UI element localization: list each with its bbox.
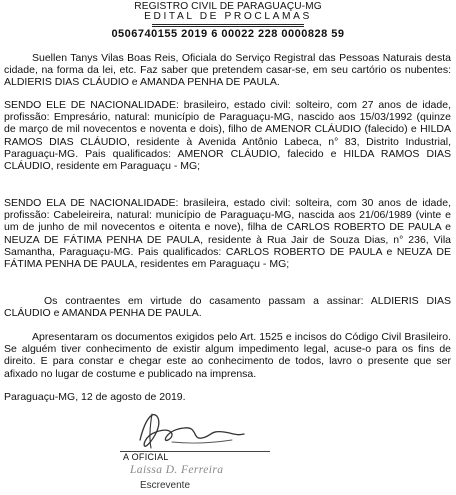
registration-code: 0506740155 2019 6 00022 228 0000828 59 bbox=[111, 28, 345, 40]
bride-paragraph: SENDO ELA DE NACIONALIDADE: brasileira, estado civil: solteira, com 30 anos de idade, profissão: Cabeleireira, natural: município de Paraguaçu-MG, nascida aos 21/06/1989 (vinte e um de junho de mil novecentos e oitenta e nove), filha de CARLOS ROBERTO DE PAULA e NEUZA DE FÁTIMA PENHA DE PAULA, residente à Rua Jair de Souza Dias, n° 236, Vila Samantha, Paraguaçu-MG. Pais qualificados: CARLOS ROBERTO DE PAULA e NEUZA DE FÁTIMA PENHA DE PAULA, residentes em Paraguaçu - MG; bbox=[4, 197, 451, 271]
handwritten-signature bbox=[132, 406, 252, 452]
groom-paragraph: SENDO ELE DE NACIONALIDADE: brasileiro, estado civil: solteiro, com 27 anos de idade, profissão: Empresário, natural: município de Paraguaçu-MG, nascido aos 15/03/1992 (quinze de março de mil novecentos e noventa e dois), filho de AMENOR CLÁUDIO (falecido) e HILDA RAMOS DIAS CLÁUDIO, residente à Avenida Antônio Labeca, n° 83, Distrito Industrial, Paraguaçu-MG. Pais qualificados: AMENOR CLÁUDIO, falecido e HILDA RAMOS DIAS CLÁUDIO, residente em Paraguaçu - MG; bbox=[4, 99, 451, 173]
date-line: Paraguaçu-MG, 12 de agosto de 2019. bbox=[4, 391, 186, 403]
signer-role: Escrevente bbox=[140, 480, 191, 491]
header-divider-top bbox=[152, 24, 304, 25]
intro-paragraph: Suellen Tanys Vilas Boas Reis, Oficiala do Serviço Registral das Pessoas Naturais desta cidade, na forma da lei, etc. Faz saber que pretendem casar-se, em seu cartório os nubentes: ALDIERIS DIAS CLÁUDIO e AMANDA PENHA DE PAULA. bbox=[4, 52, 451, 89]
signer-name: Laissa D. Ferreira bbox=[130, 464, 224, 476]
signature-block bbox=[110, 404, 330, 494]
contracting-paragraph: Os contraentes em virtude do casamento passam a assinar: ALDIERIS DIAS CLÁUDIO e AMANDA PENHA DE PAULA. bbox=[4, 295, 451, 320]
header-divider-bottom bbox=[152, 26, 304, 27]
registry-title: REGISTRO CIVIL DE PARAGUAÇU-MG bbox=[134, 1, 322, 12]
signer-title: A OFICIAL bbox=[123, 452, 169, 462]
documents-paragraph: Apresentaram os documentos exigidos pelo Art. 1525 e incisos do Código Civil Brasileiro. Se alguém tiver conhecimento de existir algum impedimento legal, acuse-o para os fins de direito. E para constar e chegar este ao conhecimento de todos, lavro o presente que ser afixado no lugar de costume e publicado na imprensa. bbox=[4, 331, 451, 380]
document-title: EDITAL DE PROCLAMAS bbox=[144, 11, 312, 22]
